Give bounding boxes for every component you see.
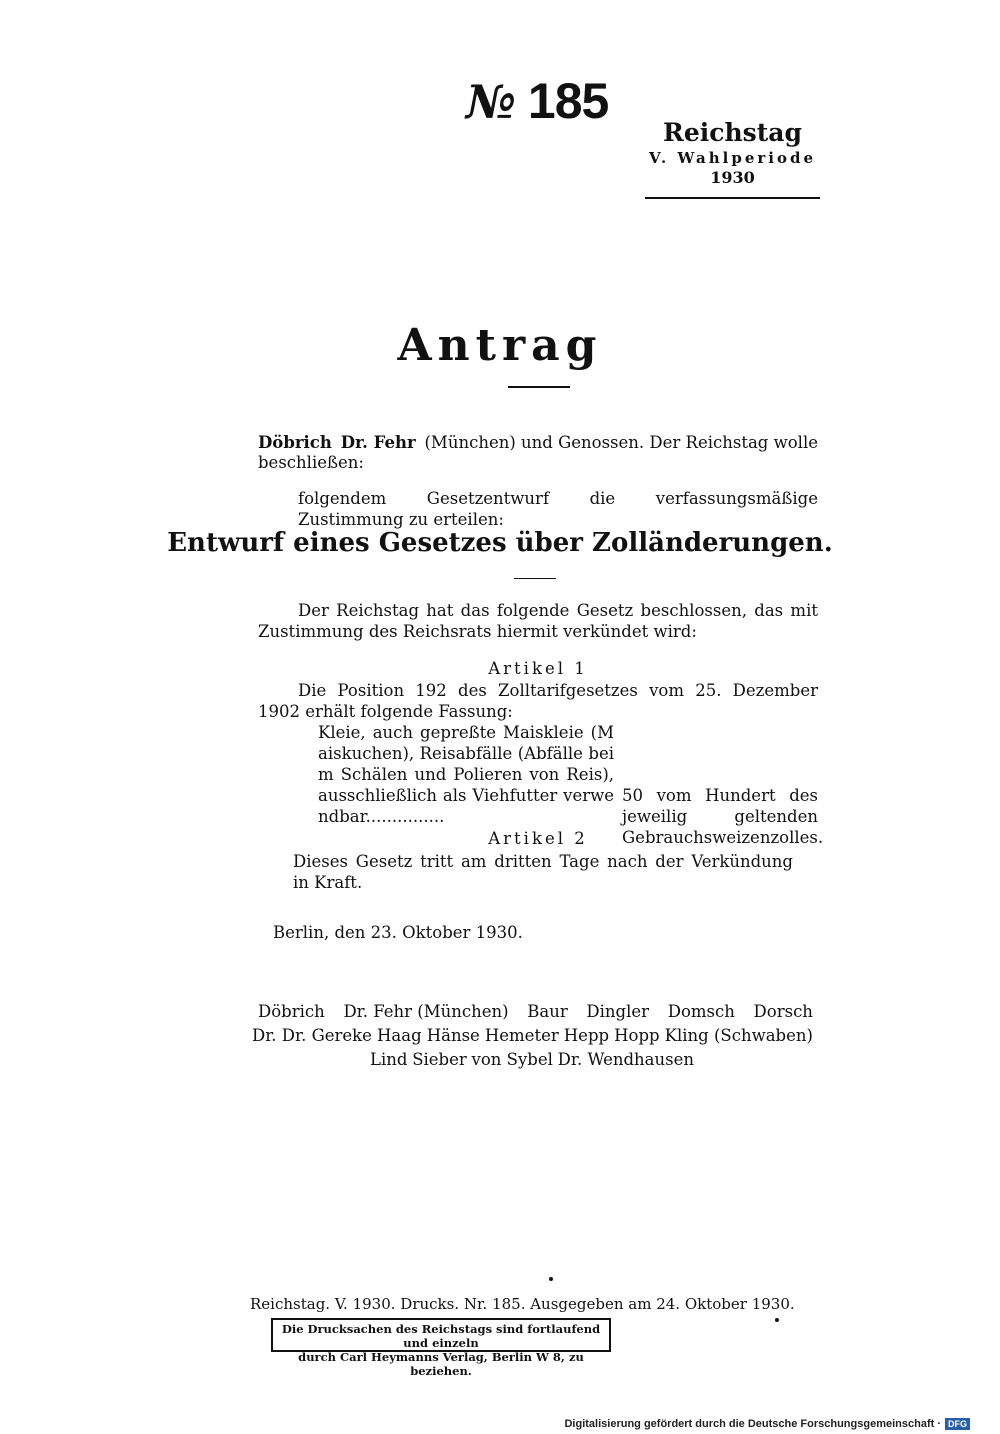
title-rule xyxy=(508,386,570,388)
signature-row-3 xyxy=(370,1048,694,1072)
intro-line-1 xyxy=(258,432,818,453)
intro-line-3: folgendem Gesetzentwurf die verfassungsmäßige Zustimmung zu erteilen: xyxy=(298,489,818,529)
intro-rest: (München) und Genossen. Der Reichstag wolle xyxy=(424,433,818,452)
article-1-rate: 50 vom Hundert des jeweilig geltenden Gebrauchsweizenzolles. xyxy=(622,786,824,847)
intro-line-2: beschließen: xyxy=(258,453,364,472)
signature: Hepp xyxy=(563,1026,610,1045)
signature: Haag xyxy=(377,1026,422,1045)
signature: Domsch xyxy=(667,1002,735,1021)
article-1-text: Die Position 192 des Zolltarifgesetzes vom 25. Dezember 1902 erhält folgende Fassung: xyxy=(258,681,818,721)
reichstag-year: 1930 xyxy=(710,168,755,187)
preamble: Der Reichstag hat das folgende Gesetz beschlossen, das mit Zustimmung des Reichsrats hiermit verkündet wird: xyxy=(258,601,818,641)
dfg-logo-icon: DFG xyxy=(945,1418,970,1430)
publisher-notice xyxy=(271,1318,611,1378)
signature: Dr. Fehr (München) xyxy=(343,1002,509,1021)
article-2-text: Dieses Gesetz tritt am dritten Tage nach der Verkündung in Kraft. xyxy=(293,852,793,892)
reichstag-period: V. Wahlperiode xyxy=(649,149,816,167)
publisher-line-2: durch Carl Heymanns Verlag, Berlin W 8, zu beziehen. xyxy=(298,1350,584,1378)
reichstag-name: Reichstag xyxy=(663,118,802,147)
article-1-heading: Artikel 1 xyxy=(488,659,588,678)
signature: Dr. Dr. Gereke xyxy=(252,1026,372,1045)
document-number xyxy=(466,72,608,130)
signature: Döbrich xyxy=(258,1002,325,1021)
signature: Hänse xyxy=(426,1026,480,1045)
number-value: 185 xyxy=(527,73,609,129)
signature: von Sybel xyxy=(471,1050,553,1069)
place-date: Berlin, den 23. Oktober 1930. xyxy=(273,923,523,942)
article-1-item: Kleie, auch gepreßte Maiskleie (Maiskuchen), Reisabfälle (Abfälle beim Schälen und Polieren von Reis), ausschließlich als Viehfutter verwendbar............... xyxy=(318,723,614,826)
printer-mark xyxy=(549,1277,553,1281)
page-title: Antrag xyxy=(397,320,603,371)
subtitle-rule xyxy=(514,578,556,579)
header-rule xyxy=(645,197,820,199)
reichstag-header xyxy=(645,118,820,188)
signature: Hemeter xyxy=(484,1026,559,1045)
publisher-line-1: Die Drucksachen des Reichstags sind fortlaufend und einzeln xyxy=(281,1322,601,1350)
signature: Lind xyxy=(370,1050,408,1069)
signature: Hopp xyxy=(614,1026,660,1045)
number-prefix: № xyxy=(466,75,515,129)
print-footer: Reichstag. V. 1930. Drucks. Nr. 185. Ausgegeben am 24. Oktober 1930. xyxy=(250,1295,795,1313)
signature: Sieber xyxy=(412,1050,467,1069)
signature: Dr. Wendhausen xyxy=(557,1050,694,1069)
intro-name-2: Dr. Fehr xyxy=(340,433,416,452)
article-2-heading: Artikel 2 xyxy=(488,829,588,848)
bill-title: Entwurf eines Gesetzes über Zolländerungen. xyxy=(167,528,833,558)
printer-mark xyxy=(775,1318,779,1322)
signature: Dingler xyxy=(586,1002,650,1021)
signature: Dorsch xyxy=(753,1002,813,1021)
signature: Baur xyxy=(527,1002,568,1021)
intro-name-1: Döbrich xyxy=(258,433,332,452)
signature-row-2 xyxy=(252,1024,813,1048)
signature: Kling (Schwaben) xyxy=(664,1026,813,1045)
signature-row-1 xyxy=(258,1000,813,1024)
digitization-text: Digitalisierung gefördert durch die Deutsche Forschungsgemeinschaft · xyxy=(564,1418,941,1430)
digitization-note xyxy=(564,1418,970,1430)
